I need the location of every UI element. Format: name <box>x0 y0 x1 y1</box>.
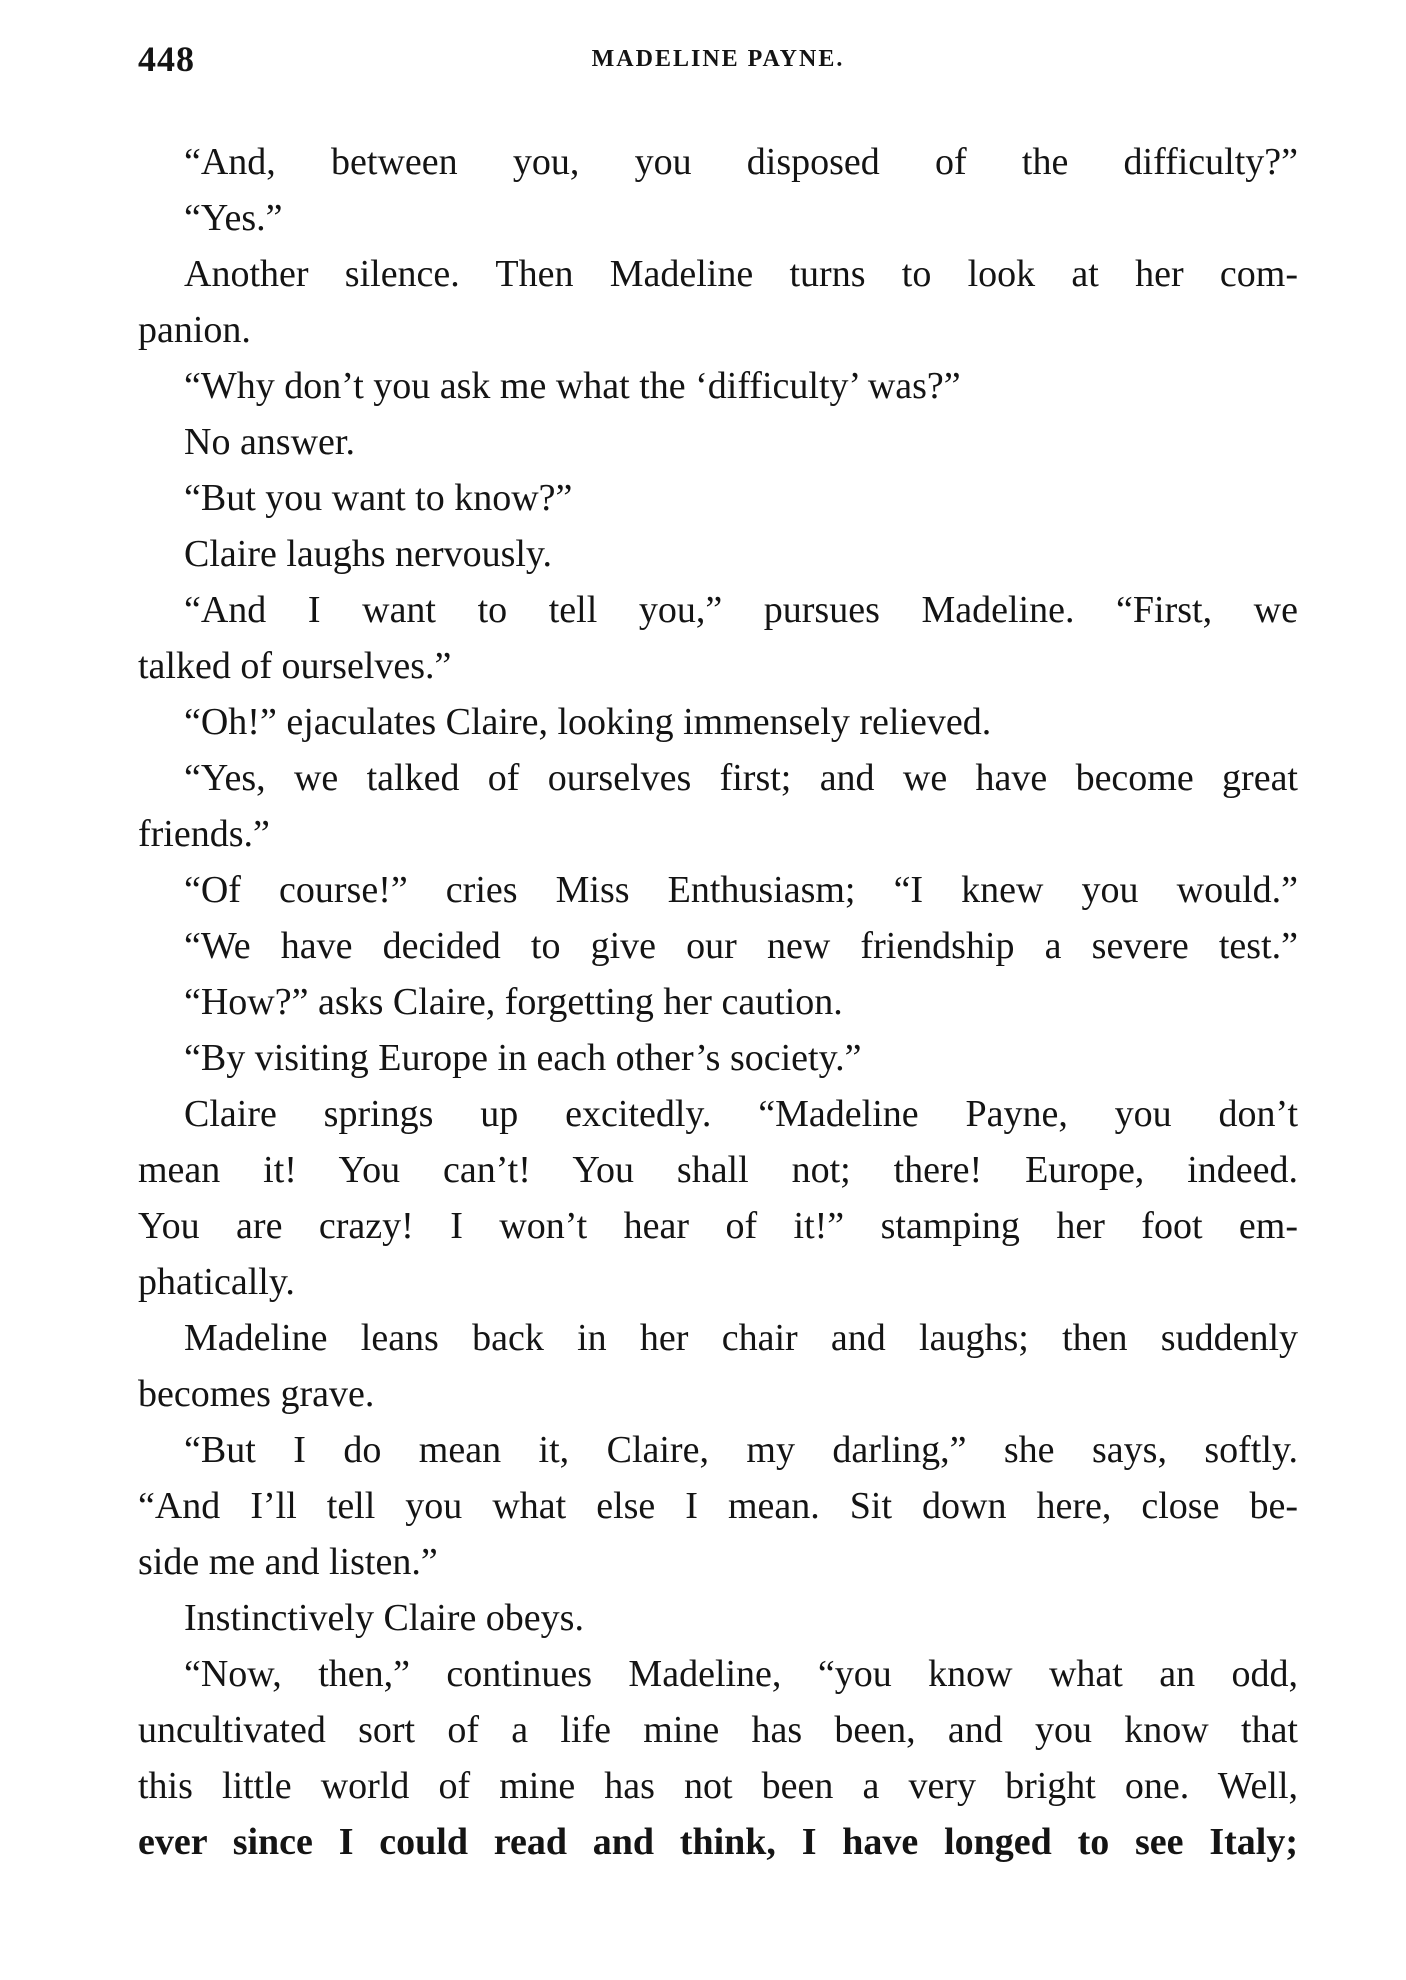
text-line: Claire springs up excitedly. “Madeline Payne, you don’t <box>184 1093 1298 1135</box>
text-line: Instinctively Claire obeys. <box>184 1597 584 1639</box>
text-line: “And I’ll tell you what else I mean. Sit down here, close be- <box>138 1485 1298 1527</box>
text-line: “And, between you, you disposed of the difficulty?” <box>184 141 1298 183</box>
text-line: this little world of mine has not been a very bright one. Well, <box>138 1765 1298 1807</box>
text-line: side me and listen.” <box>138 1541 438 1583</box>
text-line: phatically. <box>138 1261 295 1303</box>
page-number: 448 <box>138 39 195 79</box>
running-title: MADELINE PAYNE. <box>591 46 845 72</box>
text-line: “Now, then,” continues Madeline, “you know what an odd, <box>184 1653 1298 1695</box>
text-line: “Yes.” <box>184 197 283 239</box>
text-line: “Oh!” ejaculates Claire, looking immensely relieved. <box>184 701 992 743</box>
text-line: “Of course!” cries Miss Enthusiasm; “I knew you would.” <box>184 869 1298 911</box>
text-line: “We have decided to give our new friendship a severe test.” <box>184 925 1298 967</box>
text-line: “By visiting Europe in each other’s society.” <box>184 1037 862 1079</box>
text-line: “How?” asks Claire, forgetting her caution. <box>184 981 843 1023</box>
text-line: panion. <box>138 309 251 351</box>
text-line: friends.” <box>138 813 270 855</box>
text-line: talked of ourselves.” <box>138 645 452 687</box>
text-line: becomes grave. <box>138 1373 375 1415</box>
page-header <box>138 38 1298 88</box>
text-line: mean it! You can’t! You shall not; there! Europe, indeed. <box>138 1149 1298 1191</box>
text-line: uncultivated sort of a life mine has been, and you know that <box>138 1709 1298 1751</box>
text-line: Claire laughs nervously. <box>184 533 552 575</box>
body-text <box>138 134 1298 1870</box>
text-line: “And I want to tell you,” pursues Madeline. “First, we <box>184 589 1298 631</box>
text-line: “Why don’t you ask me what the ‘difficulty’ was?” <box>184 365 961 407</box>
text-line: “But you want to know?” <box>184 477 573 519</box>
text-line: Another silence. Then Madeline turns to look at her com- <box>184 253 1298 295</box>
text-line: You are crazy! I won’t hear of it!” stamping her foot em- <box>138 1205 1298 1247</box>
text-line: No answer. <box>184 421 355 463</box>
text-line: ever since I could read and think, I have longed to see Italy; <box>138 1821 1298 1863</box>
text-line: “But I do mean it, Claire, my darling,” she says, softly. <box>184 1429 1298 1471</box>
text-line: “Yes, we talked of ourselves first; and we have become great <box>184 757 1298 799</box>
text-line: Madeline leans back in her chair and laughs; then suddenly <box>184 1317 1298 1359</box>
